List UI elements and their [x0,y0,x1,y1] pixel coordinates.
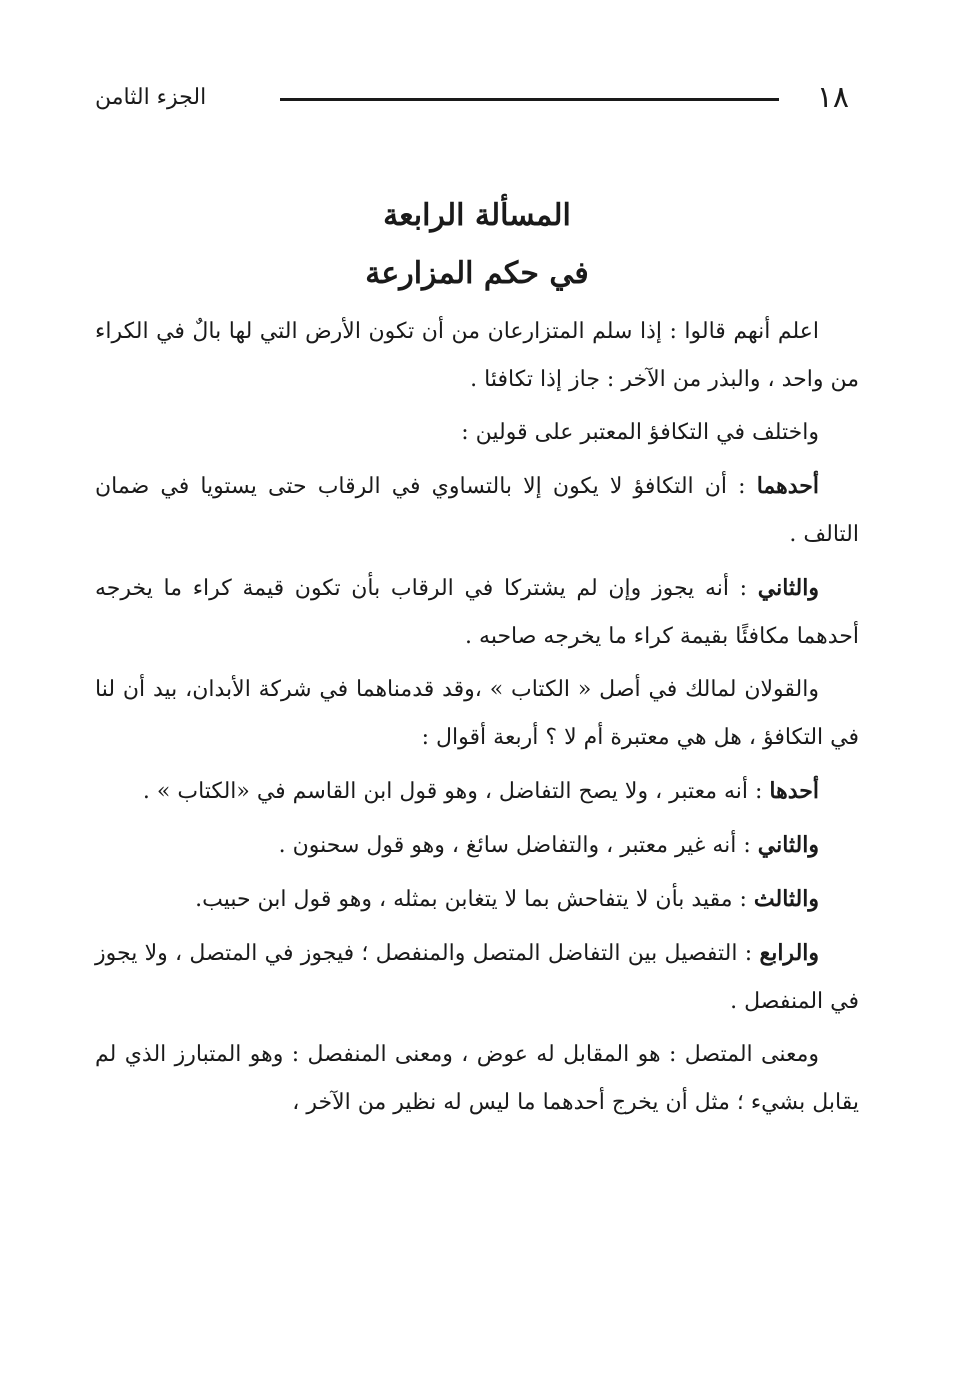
paragraph-text: : التفصيل بين التفاضل المتصل والمنفصل ؛ فيجوز في المتصل ، ولا يجوز في المنفصل . [95,941,859,1014]
paragraph [95,929,859,1026]
paragraph-lead: والرابع [759,940,820,966]
paragraph-text: اعلم أنهم قالوا : إذا سلم المتزارعان من أن تكون الأرض التي لها بالٌ في الكراء من واحد ، والبذر من الآخر : جاز إذا تكافئا . [95,319,859,392]
page-header [95,78,859,118]
page-number: ١٨ [816,80,849,115]
paragraph-text: والقولان لمالك في أصل « الكتاب » ،وقد قدمناهما في شركة الأبدان، بيد أن لنا في التكافؤ ، هل هي معتبرة أم لا ؟ أربعة أقوال : [95,677,859,750]
paragraph-text: ومعنى المتصل : هو المقابل له عوض ، ومعنى المنفصل : وهو المتبارز الذي لم يقابل بشيء ؛ مثل أن يخرج أحدهما ما ليس له نظير من الآخر ، [95,1042,859,1115]
running-title: الجزء الثامن [95,85,207,110]
paragraph-lead: والثاني [757,832,819,858]
paragraph-lead: أحدهما [756,473,819,499]
body-text [95,308,859,1132]
paragraph [95,564,859,661]
paragraph-text: : أنه غير معتبر ، والتفاضل سائغ ، وهو قول سحنون . [278,833,758,858]
paragraph [95,462,859,559]
paragraph [95,767,859,816]
paragraph-text: : مقيد بأن لا يتفاحش بما لا يتغابن بمثله ، وهو قول ابن حبيب. [195,887,754,912]
paragraph-text: : أنه يجوز وإن لم يشتركا في الرقاب بأن تكون قيمة كراء ما يخرجه أحدهما مكافئًا بقيمة كراء ما يخرجه صاحبه . [95,576,859,649]
section-title: المسألة الرابعة [383,198,571,233]
header-rule [280,98,779,101]
paragraph-lead: والثالث [753,886,819,912]
section-subtitle: في حكم المزارعة [365,256,589,291]
paragraph [95,308,859,404]
paragraph [95,821,859,870]
paragraph [95,875,859,924]
paragraph-text: : أنه معتبر ، ولا يصح التفاضل ، وهو قول ابن القاسم في «الكتاب » . [142,779,770,804]
paragraph [95,666,859,762]
paragraph-text: واختلف في التكافؤ المعتبر على قولين : [461,420,819,445]
paragraph-lead: أحدها [769,778,819,804]
paragraph-text: : أن التكافؤ لا يكون إلا بالتساوي في الرقاب حتى يستويا في ضمان التالف . [95,474,859,547]
paragraph-lead: والثاني [757,575,819,601]
paragraph [95,409,859,457]
paragraph [95,1031,859,1127]
